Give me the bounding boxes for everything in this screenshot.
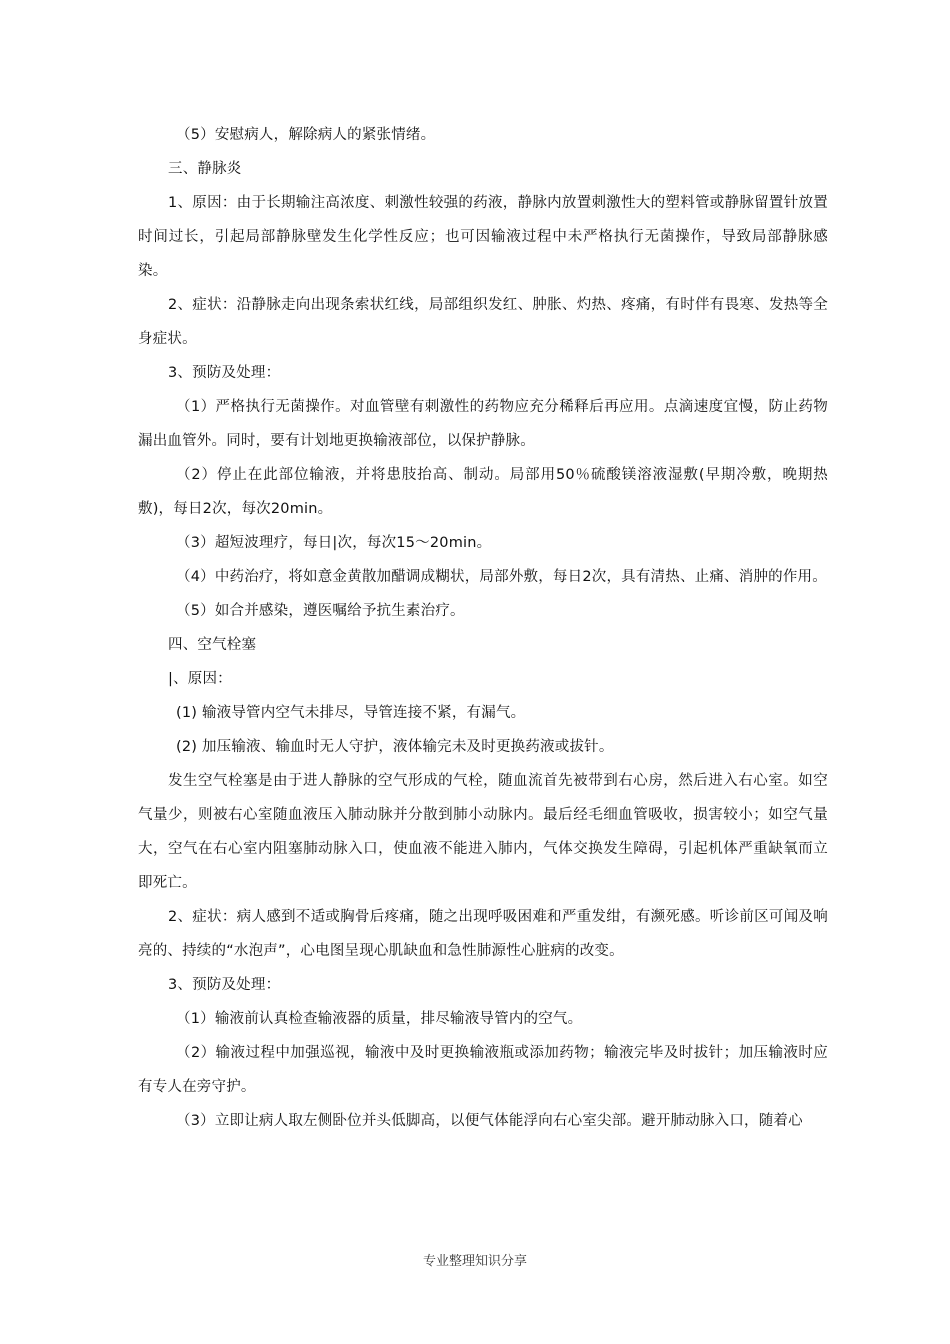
paragraph-embolism-cause-1: (1) 输液导管内空气未排尽，导管连接不紧，有漏气。	[176, 705, 526, 721]
section-heading-air-embolism: 四、空气栓塞	[168, 637, 257, 653]
document-body	[138, 118, 828, 1138]
paragraph-phlebitis-item-3: （3）超短波理疗，每日|次，每次15～20min。	[176, 535, 492, 551]
paragraph-phlebitis-item-4: （4）中药治疗，将如意金黄散加醋调成糊状，局部外敷，每日2次，具有清热、止痛、消肿的作用。	[176, 569, 827, 585]
paragraph-embolism-item-1: （1）输液前认真检查输液器的质量，排尽输液导管内的空气。	[176, 1011, 583, 1027]
paragraph-embolism-mechanism: 发生空气栓塞是由于进人静脉的空气形成的气栓，随血流首先被带到右心房，然后进入右心室。如空气量少，则被右心室随血液压入肺动脉并分散到肺小动脉内。最后经毛细血管吸收，损害较小；如空气量大，空气在右心室内阻塞肺动脉入口，使血液不能进入肺内，气体交换发生障碍，引起机体严重缺氧而立即死亡。	[138, 773, 828, 891]
section-heading-phlebitis: 三、静脉炎	[168, 161, 242, 177]
paragraph-embolism-cause-heading: |、原因：	[168, 671, 232, 687]
paragraph-embolism-symptoms: 2、症状：病人感到不适或胸骨后疼痛，随之出现呼吸困难和严重发绀，有濒死感。听诊前区可闻及响亮的、持续的“水泡声”，心电图呈现心肌缺血和急性肺源性心脏病的改变。	[138, 909, 828, 959]
paragraph-phlebitis-item-5: （5）如合并感染，遵医嘱给予抗生素治疗。	[176, 603, 465, 619]
paragraph-embolism-cause-2: (2) 加压输液、输血时无人守护，液体输完未及时更换药液或拔针。	[176, 739, 614, 755]
paragraph-phlebitis-symptoms: 2、症状：沿静脉走向出现条索状红线，局部组织发红、肿胀、灼热、疼痛，有时伴有畏寒、发热等全身症状。	[138, 297, 828, 347]
paragraph-embolism-item-2: （2）输液过程中加强巡视，输液中及时更换输液瓶或添加药物；输液完毕及时拔针；加压输液时应有专人在旁守护。	[138, 1045, 828, 1095]
paragraph-embolism-item-3: （3）立即让病人取左侧卧位并头低脚高，以便气体能浮向右心室尖部。避开肺动脉入口，随着心	[176, 1113, 803, 1129]
page-footer: 专业整理知识分享	[422, 1254, 527, 1269]
paragraph-item-5-reassure: （5）安慰病人，解除病人的紧张情绪。	[176, 127, 436, 143]
paragraph-embolism-prevention-heading: 3、预防及处理：	[168, 977, 281, 993]
paragraph-phlebitis-prevention-heading: 3、预防及处理：	[168, 365, 281, 381]
paragraph-phlebitis-cause: 1、原因：由于长期输注高浓度、刺激性较强的药液，静脉内放置刺激性大的塑料管或静脉留置针放置时间过长，引起局部静脉壁发生化学性反应；也可因输液过程中未严格执行无菌操作，导致局部静脉感染。	[138, 195, 828, 279]
paragraph-phlebitis-item-1: （1）严格执行无菌操作。对血管壁有刺激性的药物应充分稀释后再应用。点滴速度宜慢，防止药物漏出血管外。同时，要有计划地更换输液部位，以保护静脉。	[138, 399, 828, 449]
paragraph-phlebitis-item-2: （2）停止在此部位输液，并将患肢抬高、制动。局部用50％硫酸镁溶液湿敷(早期冷敷，晚期热敷)，每日2次，每次20min。	[138, 467, 828, 517]
